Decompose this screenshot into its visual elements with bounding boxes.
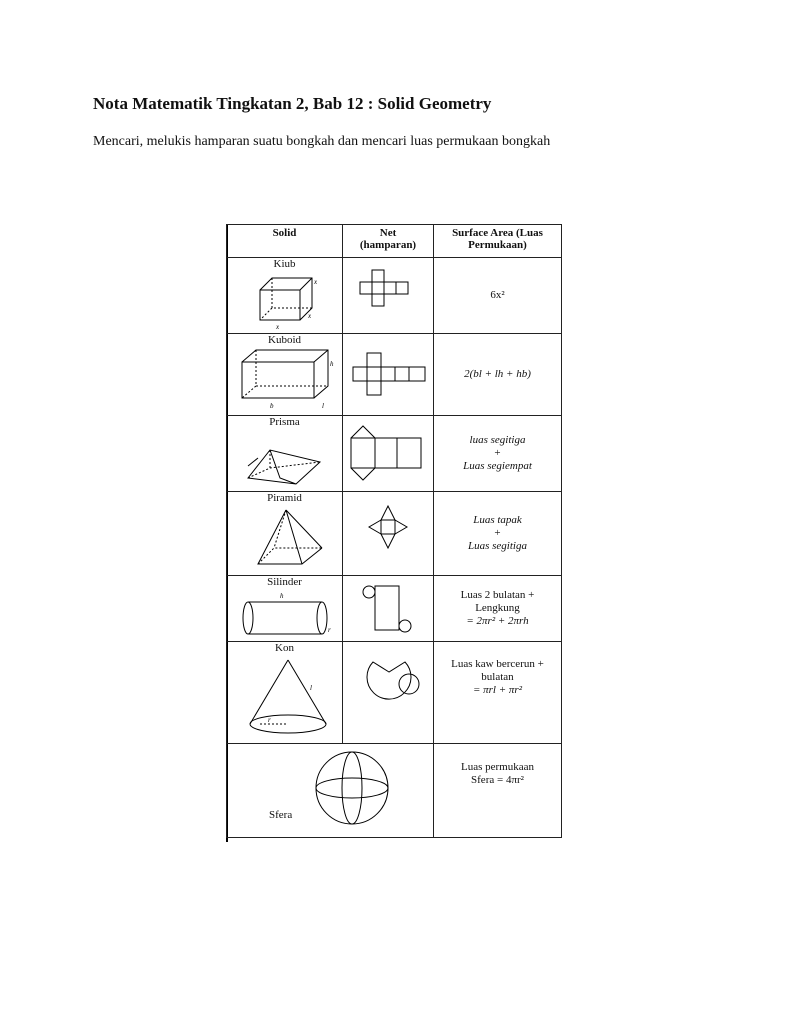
piramid-formula-line1: Luas tapak [473,513,522,526]
cell-silinder-formula [434,576,562,642]
cell-piramid-solid [227,492,343,576]
solid-name-kuboid: Kuboid [268,334,301,346]
cell-silinder-solid [227,576,343,642]
cell-prisma-formula [434,416,562,492]
header-net: Net (hamparan) [343,225,434,258]
row-kon [227,642,562,744]
sfera-formula-line1: Luas permukaan [461,761,534,773]
row-sfera [227,744,562,838]
cell-silinder-net [343,576,434,642]
solid-name-piramid: Piramid [267,492,302,504]
page-title: Nota Matematik Tingkatan 2, Bab 12 : Solid Geometry [93,94,492,113]
row-kiub [227,258,562,334]
kiub-formula: 6x² [490,288,505,301]
piramid-formula-plus: + [494,526,501,539]
prisma-formula-line1: luas segitiga [469,433,526,446]
cube-net-drawing [343,258,433,332]
cell-kuboid-formula [434,334,562,416]
kon-formula-line3: = πrl + πr² [472,683,523,696]
solid-geometry-table [226,224,562,838]
header-surface-area: Surface Area (Luas Permukaan) [434,225,562,258]
prism-net-drawing [343,416,433,490]
row-silinder [227,576,562,642]
piramid-formula-line2: Luas segitiga [468,539,527,552]
row-prisma [227,416,562,492]
cuboid-drawing [230,346,340,412]
table-header-row [227,225,562,258]
pyramid-net-drawing [343,492,433,574]
cell-sfera-solid [227,744,434,838]
solid-geometry-table-wrap [226,224,562,838]
kon-formula-line2: bulatan [481,670,514,683]
header-solid: Solid [227,225,343,258]
kuboid-formula: 2(bl + lh + hb) [464,367,531,380]
kiub-label-depth: x [307,312,311,320]
cell-kon-formula [434,642,562,744]
kiub-label-height: x [313,278,317,286]
cell-kon-solid [227,642,343,744]
cell-kuboid-net [343,334,434,416]
kon-label-radius: r [267,716,271,724]
cell-prisma-solid [227,416,343,492]
sphere-drawing [227,744,434,836]
cell-piramid-formula [434,492,562,576]
cube-drawing [230,270,340,330]
cell-piramid-net [343,492,434,576]
page-subtitle: Mencari, melukis hamparan suatu bongkah dan mencari luas permukaan bongkah [93,134,551,149]
solid-name-kiub: Kiub [273,258,296,270]
kuboid-label-length: l [321,402,324,410]
cylinder-drawing [230,588,340,640]
cell-kon-net [343,642,434,744]
solid-name-prisma: Prisma [269,416,300,428]
kuboid-label-width: b [269,402,273,410]
prisma-formula-line2: Luas segiempat [463,459,532,472]
kiub-label-width: x [275,323,279,330]
row-piramid [227,492,562,576]
cell-kiub-net [343,258,434,334]
sfera-formula-line2: Sfera = 4πr² [471,774,524,786]
silinder-formula-line3: = 2πr² + 2πrh [466,614,529,627]
cell-kuboid-solid [227,334,343,416]
cell-kiub-formula [434,258,562,334]
silinder-formula-line2: Lengkung [475,601,520,614]
cell-kiub-solid [227,258,343,334]
pyramid-drawing [230,504,340,572]
kuboid-label-height: h [329,360,333,368]
row-kuboid [227,334,562,416]
cone-net-drawing [343,642,433,742]
prisma-formula-plus: + [494,446,501,459]
cylinder-net-drawing [343,576,433,640]
silinder-label-radius: r [327,626,331,634]
prism-drawing [230,428,340,488]
solid-name-kon: Kon [275,642,294,654]
kon-formula-line1: Luas kaw bercerun + [451,657,544,670]
cell-sfera-formula [434,744,562,838]
solid-name-silinder: Silinder [267,576,302,588]
cell-prisma-net [343,416,434,492]
cone-drawing [230,654,340,740]
kon-label-slant: l [309,684,312,692]
solid-name-sfera: Sfera [269,809,293,821]
silinder-formula-line1: Luas 2 bulatan + [460,588,535,601]
cuboid-net-drawing [343,334,433,414]
silinder-label-height: h [279,592,283,600]
